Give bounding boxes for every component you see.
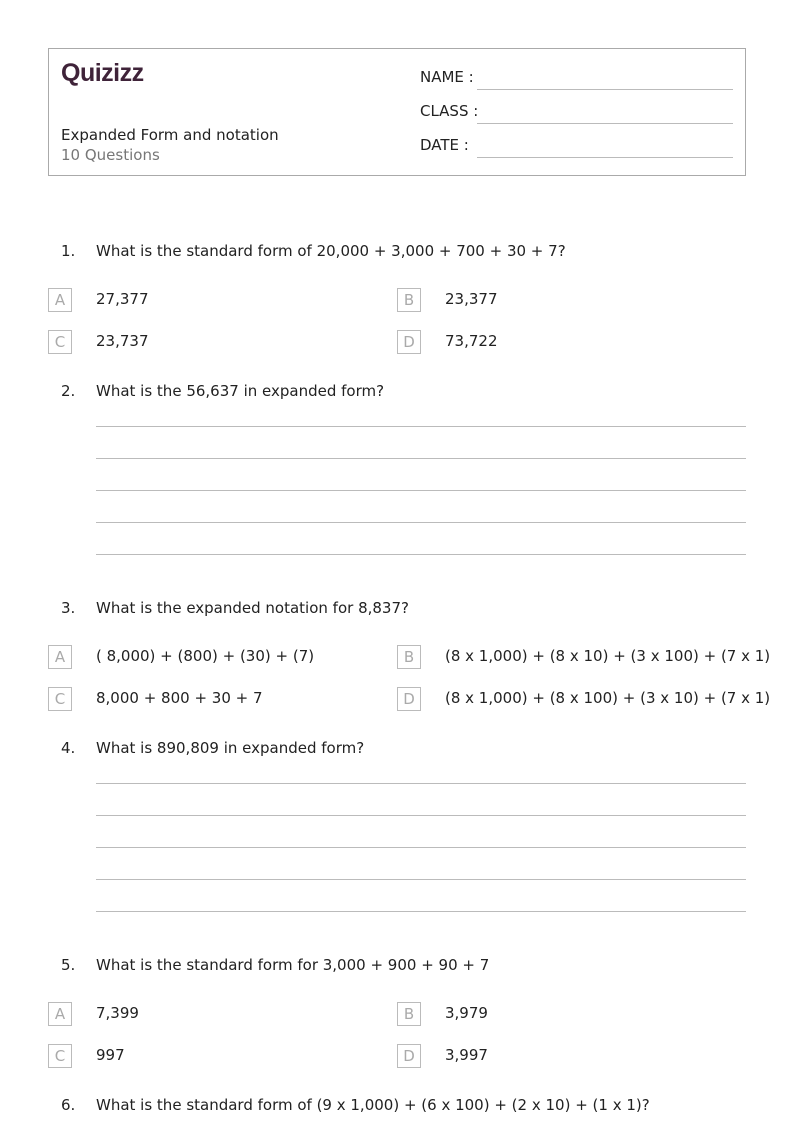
option-text: 3,997 <box>445 1046 488 1064</box>
answer-line <box>96 458 746 459</box>
question-number: 6. <box>61 1096 76 1114</box>
option-text: (8 x 1,000) + (8 x 10) + (3 x 100) + (7 x 1) <box>445 647 771 665</box>
answer-line <box>96 847 746 848</box>
question-number: 1. <box>61 242 76 260</box>
option-text: ( 8,000) + (800) + (30) + (7) <box>96 647 315 665</box>
answer-line <box>96 783 746 784</box>
option-text: 27,377 <box>96 290 149 308</box>
option-letter-box: A <box>48 645 72 669</box>
name-label: NAME : <box>420 68 474 86</box>
option-text: (8 x 1,000) + (8 x 100) + (3 x 10) + (7 x 1) <box>445 689 771 707</box>
option-text: 3,979 <box>445 1004 488 1022</box>
date-line <box>477 157 733 158</box>
option-letter-box: A <box>48 288 72 312</box>
answer-line <box>96 490 746 491</box>
question-text: What is 890,809 in expanded form? <box>96 739 365 757</box>
worksheet-header <box>48 48 746 176</box>
option-letter-box: B <box>397 1002 421 1026</box>
option-letter-box: A <box>48 1002 72 1026</box>
question-text: What is the standard form of 20,000 + 3,000 + 700 + 30 + 7? <box>96 242 566 260</box>
question-text: What is the standard form of (9 x 1,000) + (6 x 100) + (2 x 10) + (1 x 1)? <box>96 1096 650 1114</box>
class-line <box>477 123 733 124</box>
option-text: 23,377 <box>445 290 498 308</box>
option-text: 997 <box>96 1046 125 1064</box>
class-label: CLASS : <box>420 102 479 120</box>
option-text: 23,737 <box>96 332 149 350</box>
question-number: 3. <box>61 599 76 617</box>
option-letter-box: D <box>397 687 421 711</box>
option-letter-box: C <box>48 687 72 711</box>
option-letter-box: B <box>397 645 421 669</box>
answer-line <box>96 815 746 816</box>
option-text: 8,000 + 800 + 30 + 7 <box>96 689 263 707</box>
worksheet-title: Expanded Form and notation <box>61 126 279 144</box>
quizizz-logo: Quizizz <box>61 59 144 87</box>
name-line <box>477 89 733 90</box>
question-number: 4. <box>61 739 76 757</box>
answer-line <box>96 554 746 555</box>
question-text: What is the expanded notation for 8,837? <box>96 599 409 617</box>
option-text: 7,399 <box>96 1004 139 1022</box>
option-letter-box: B <box>397 288 421 312</box>
option-text: 73,722 <box>445 332 498 350</box>
question-number: 2. <box>61 382 76 400</box>
question-text: What is the 56,637 in expanded form? <box>96 382 385 400</box>
answer-line <box>96 911 746 912</box>
option-letter-box: D <box>397 1044 421 1068</box>
date-label: DATE : <box>420 136 469 154</box>
answer-line <box>96 522 746 523</box>
question-number: 5. <box>61 956 76 974</box>
option-letter-box: D <box>397 330 421 354</box>
question-count: 10 Questions <box>61 146 160 164</box>
option-letter-box: C <box>48 1044 72 1068</box>
option-letter-box: C <box>48 330 72 354</box>
answer-line <box>96 879 746 880</box>
answer-line <box>96 426 746 427</box>
question-text: What is the standard form for 3,000 + 900 + 90 + 7 <box>96 956 490 974</box>
